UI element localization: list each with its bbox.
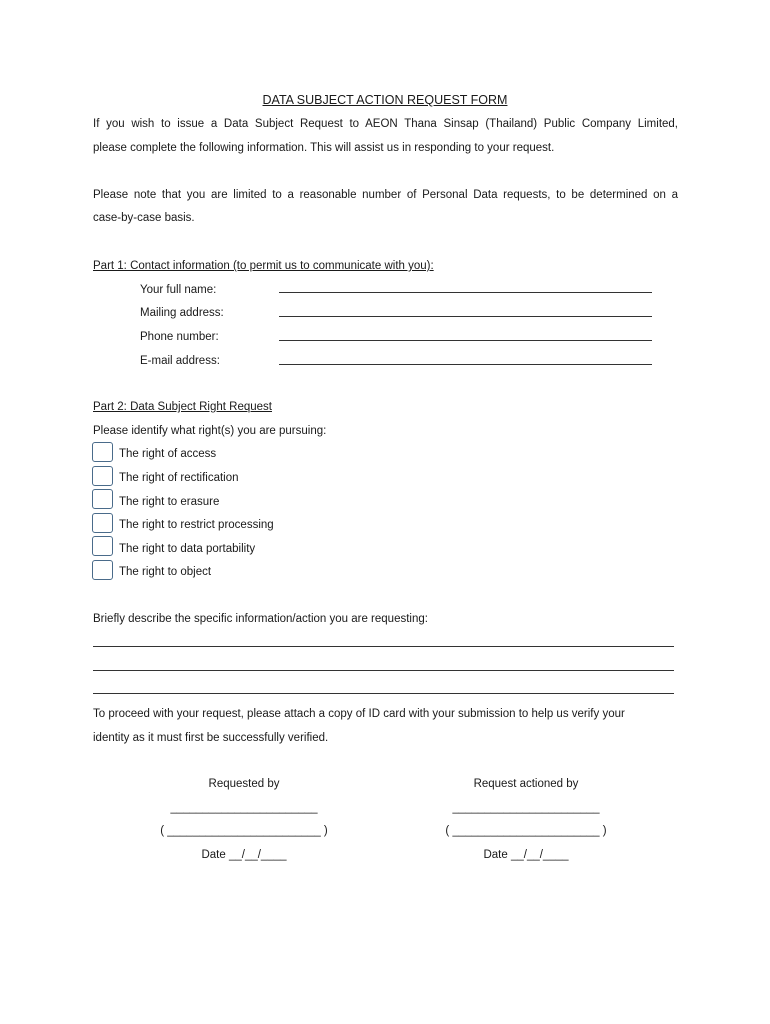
actioned-by-label: Request actioned by: [473, 778, 579, 790]
checkbox-object[interactable]: [92, 560, 113, 580]
part1-heading: Part 1: Contact information (to permit us to communicate with you):: [93, 260, 434, 272]
rights-prompt: Please identify what right(s) you are pursuing:: [93, 425, 327, 437]
requested-by-signature-line: _______________________: [170, 802, 318, 814]
note-line-1: Please note that you are limited to a reasonable number of Personal Data requests, to be determined on a: [93, 189, 678, 201]
describe-line-2[interactable]: [93, 670, 674, 671]
full-name-field[interactable]: [279, 292, 652, 293]
actioned-by-date: Date __/__/____: [483, 849, 569, 861]
part2-heading: Part 2: Data Subject Right Request: [93, 401, 272, 413]
requested-by-label: Requested by: [208, 778, 280, 790]
mailing-address-field[interactable]: [279, 316, 652, 317]
intro-line-1: If you wish to issue a Data Subject Request to AEON Thana Sinsap (Thailand) Public Company Limited,: [93, 118, 678, 130]
actioned-by-name-line: ( _______________________ ): [445, 825, 607, 837]
intro-line-2: please complete the following information. This will assist us in responding to your request.: [93, 142, 555, 154]
attach-line-2: identity as it must first be successfully verified.: [93, 732, 329, 744]
checkbox-rectification[interactable]: [92, 466, 113, 486]
requested-by-name-line: ( ________________________ ): [160, 825, 328, 837]
mailing-address-label: Mailing address:: [140, 307, 224, 319]
checkbox-access[interactable]: [92, 442, 113, 462]
email-address-field[interactable]: [279, 364, 652, 365]
actioned-by-signature-line: _______________________: [452, 802, 600, 814]
checkbox-restrict-processing[interactable]: [92, 513, 113, 533]
describe-prompt: Briefly describe the specific information/action you are requesting:: [93, 613, 428, 625]
right-label-erasure: The right to erasure: [119, 496, 220, 508]
right-label-rectification: The right of rectification: [119, 472, 239, 484]
note-line-2: case-by-case basis.: [93, 212, 195, 224]
describe-line-3[interactable]: [93, 693, 674, 694]
email-address-label: E-mail address:: [140, 355, 220, 367]
checkbox-erasure[interactable]: [92, 489, 113, 509]
right-label-access: The right of access: [119, 448, 217, 460]
checkbox-data-portability[interactable]: [92, 536, 113, 556]
describe-line-1[interactable]: [93, 646, 674, 647]
right-label-restrict-processing: The right to restrict processing: [119, 519, 274, 531]
phone-number-label: Phone number:: [140, 331, 219, 343]
attach-line-1: To proceed with your request, please attach a copy of ID card with your submission to help us verify your: [93, 708, 625, 720]
right-label-data-portability: The right to data portability: [119, 543, 256, 555]
full-name-label: Your full name:: [140, 284, 217, 296]
page-title: DATA SUBJECT ACTION REQUEST FORM: [262, 93, 508, 107]
phone-number-field[interactable]: [279, 340, 652, 341]
right-label-object: The right to object: [119, 566, 212, 578]
requested-by-date: Date __/__/____: [201, 849, 287, 861]
